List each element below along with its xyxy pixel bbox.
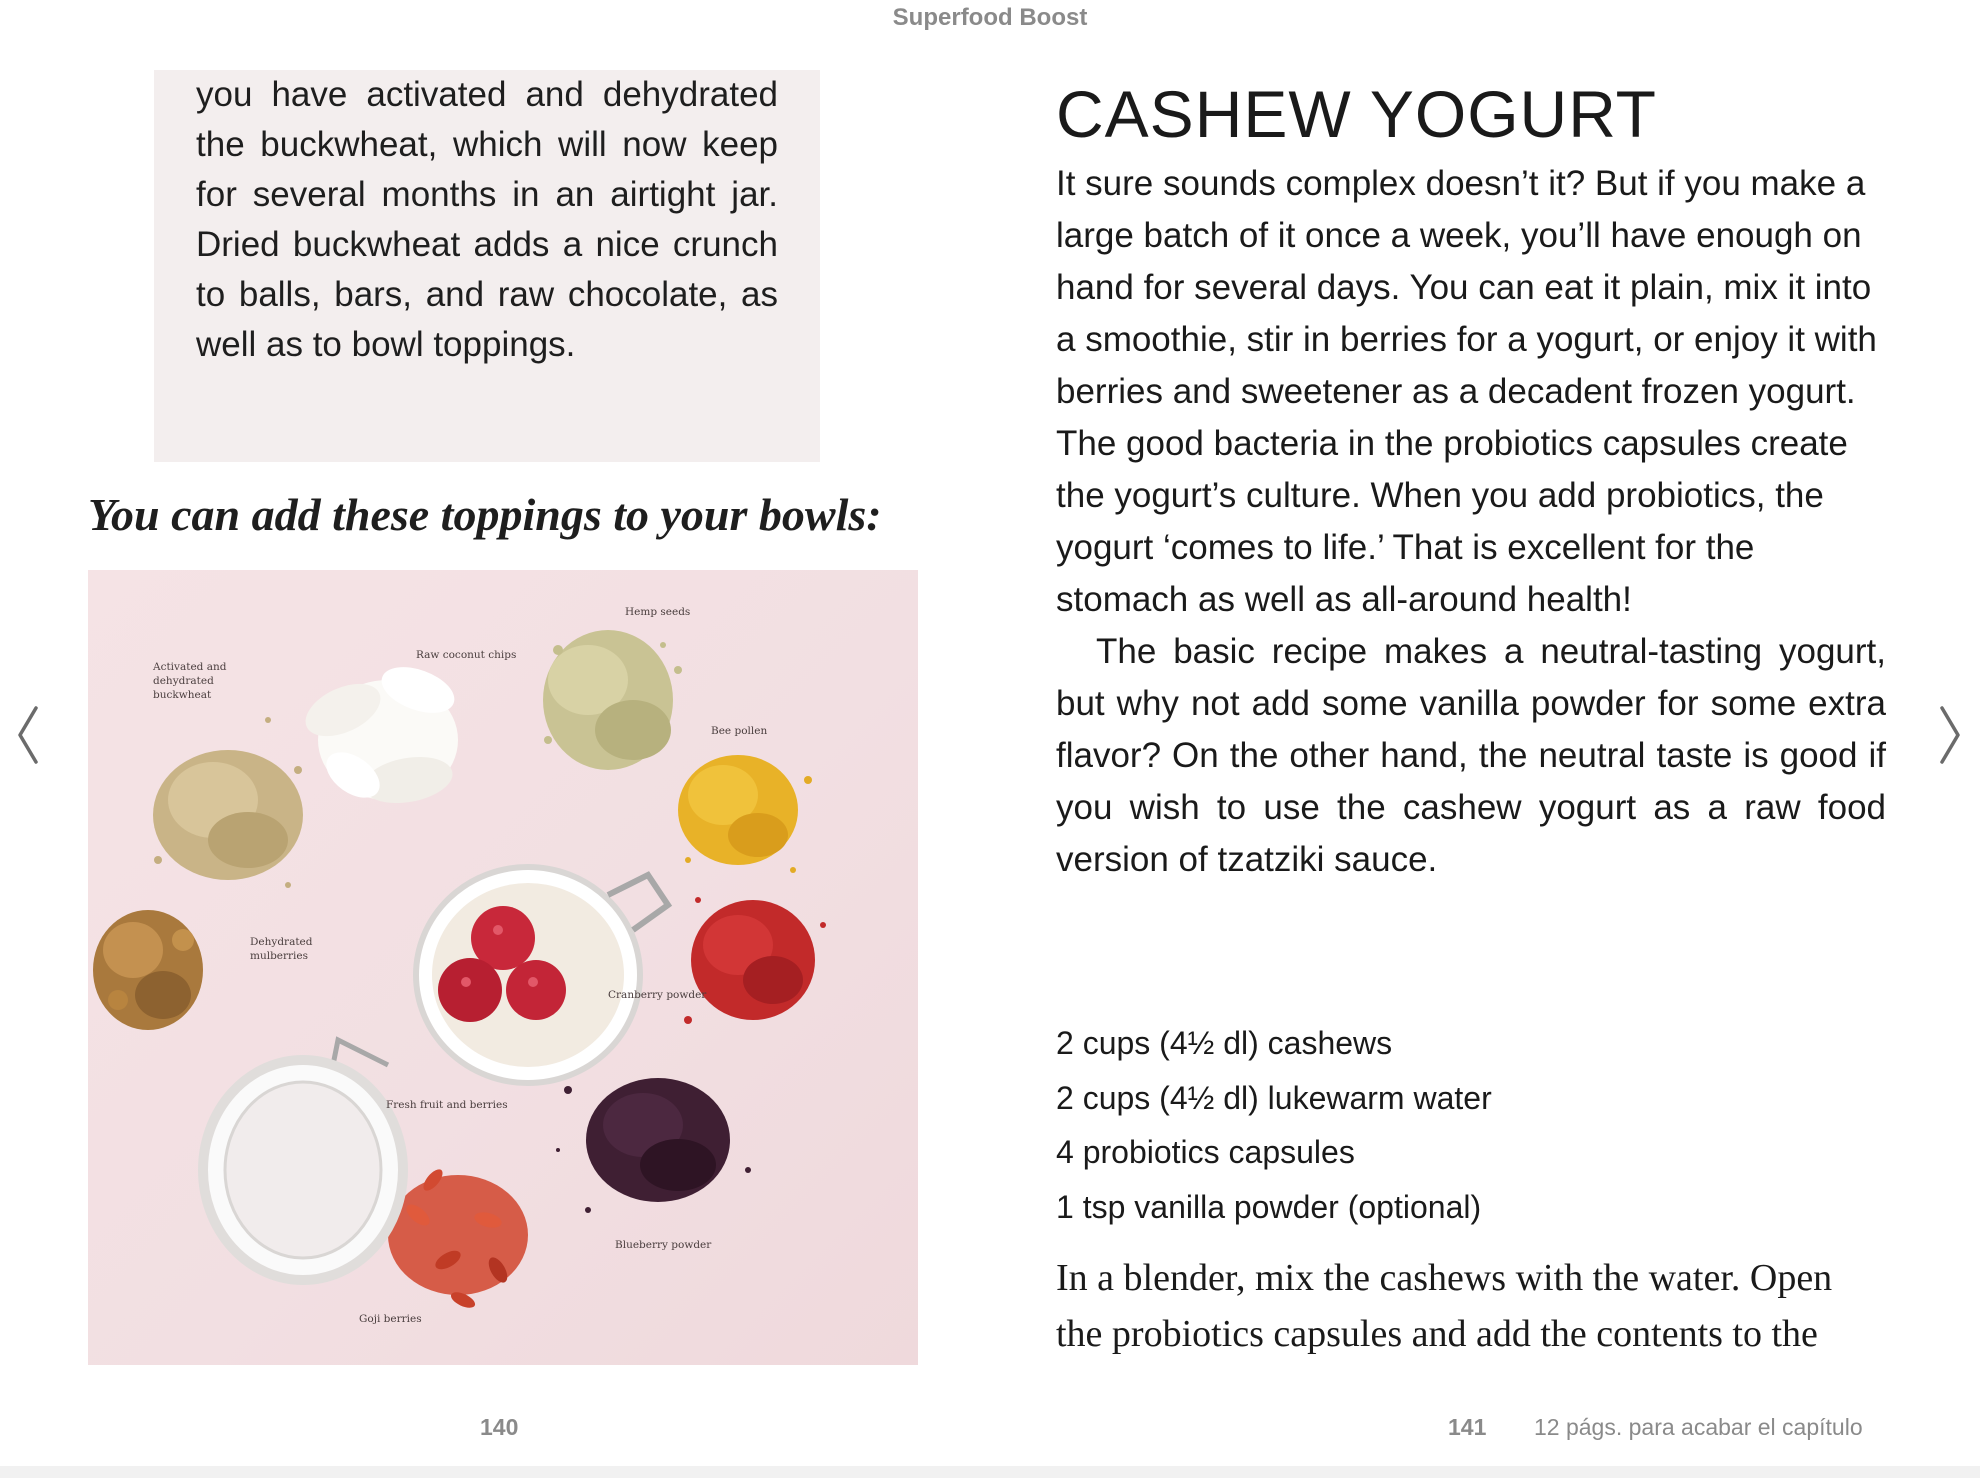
- next-page-button[interactable]: [1930, 700, 1970, 770]
- toppings-heading: You can add these toppings to your bowls:: [88, 489, 882, 540]
- label-cranberry-powder: Cranberry powder: [608, 989, 707, 1001]
- ingredient-list: [1056, 1016, 1492, 1234]
- label-fresh-fruit: Fresh fruit and berries: [386, 1099, 508, 1111]
- coconut-chips-pile: [297, 658, 460, 809]
- recipe-paragraph-2: The basic recipe makes a neutral-tasting yogurt, but why not add some vanilla powder for some extra flavor? On the other hand, the neutral taste is good if you wish to use the cashew yogurt as a raw food version of tzatziki sauce.: [1056, 632, 1886, 879]
- sidebar-box: [154, 70, 820, 462]
- chevron-left-icon: [8, 700, 48, 770]
- label-bee-pollen: Bee pollen: [711, 725, 768, 737]
- ingredient-item: 2 cups (4½ dl) lukewarm water: [1056, 1079, 1492, 1116]
- label-goji-berries: Goji berries: [359, 1313, 422, 1325]
- label-dehydrated-mulberries: Dehydrated mulberries: [250, 936, 313, 962]
- pages-left-in-chapter: 12 págs. para acabar el capítulo: [1534, 1414, 1863, 1440]
- book-title: Superfood Boost: [892, 4, 1088, 31]
- label-hemp-seeds: Hemp seeds: [625, 606, 691, 618]
- recipe-title: CASHEW YOGURT: [1056, 77, 1657, 151]
- goji-berries-pile: [388, 1166, 528, 1311]
- mulberries-pile: [93, 910, 203, 1030]
- hemp-seeds-pile: [543, 630, 682, 770]
- page-number-left: 140: [480, 1414, 519, 1440]
- page-number-right: 141: [1448, 1414, 1487, 1440]
- jar-lid: [203, 1060, 403, 1280]
- cranberry-powder-pile: [684, 897, 826, 1024]
- recipe-instructions: In a blender, mix the cashews with the water. Open the probiotics capsules and add the contents to the: [1056, 1257, 1833, 1355]
- ingredient-item: 2 cups (4½ dl) cashews: [1056, 1025, 1393, 1061]
- previous-page-button[interactable]: [8, 700, 48, 770]
- jar: [328, 867, 668, 1090]
- recipe-paragraph-1: It sure sounds complex doesn’t it? But if you make a large batch of it once a week, you’ll have enough on hand for several days. You can eat it plain, mix it into a smoothie, stir in berries for a yogurt, or enjoy it with berries and sweetener as a decadent frozen yogurt. The good bacteria in the probiotics capsules create the yogurt’s culture. When you add probiotics, the yogurt ‘comes to life.’ That is excellent for the stomach as well as all-around health!: [1056, 164, 1877, 619]
- bee-pollen-pile: [678, 755, 812, 873]
- recipe-body: [1056, 158, 1886, 886]
- label-blueberry-powder: Blueberry powder: [615, 1239, 712, 1251]
- chevron-right-icon: [1930, 700, 1970, 770]
- ingredient-item: 1 tsp vanilla powder (optional): [1056, 1188, 1482, 1225]
- bottom-bar: [0, 1466, 1980, 1478]
- label-raw-coconut-chips: Raw coconut chips: [416, 649, 517, 661]
- blueberry-powder-pile: [556, 1078, 751, 1213]
- sidebar-text: you have activated and dehydrated the buckwheat, which will now keep for several months in an airtight jar. Dried buckwheat adds a nice crunch to balls, bars, and raw chocolate, as well as to bowl toppings.: [196, 75, 778, 364]
- buckwheat-pile: [153, 717, 303, 888]
- label-activated-buckwheat: Activated and dehydrated buckwheat: [153, 661, 227, 701]
- ingredient-item: 4 probiotics capsules: [1056, 1134, 1355, 1170]
- toppings-photo: [88, 570, 918, 1365]
